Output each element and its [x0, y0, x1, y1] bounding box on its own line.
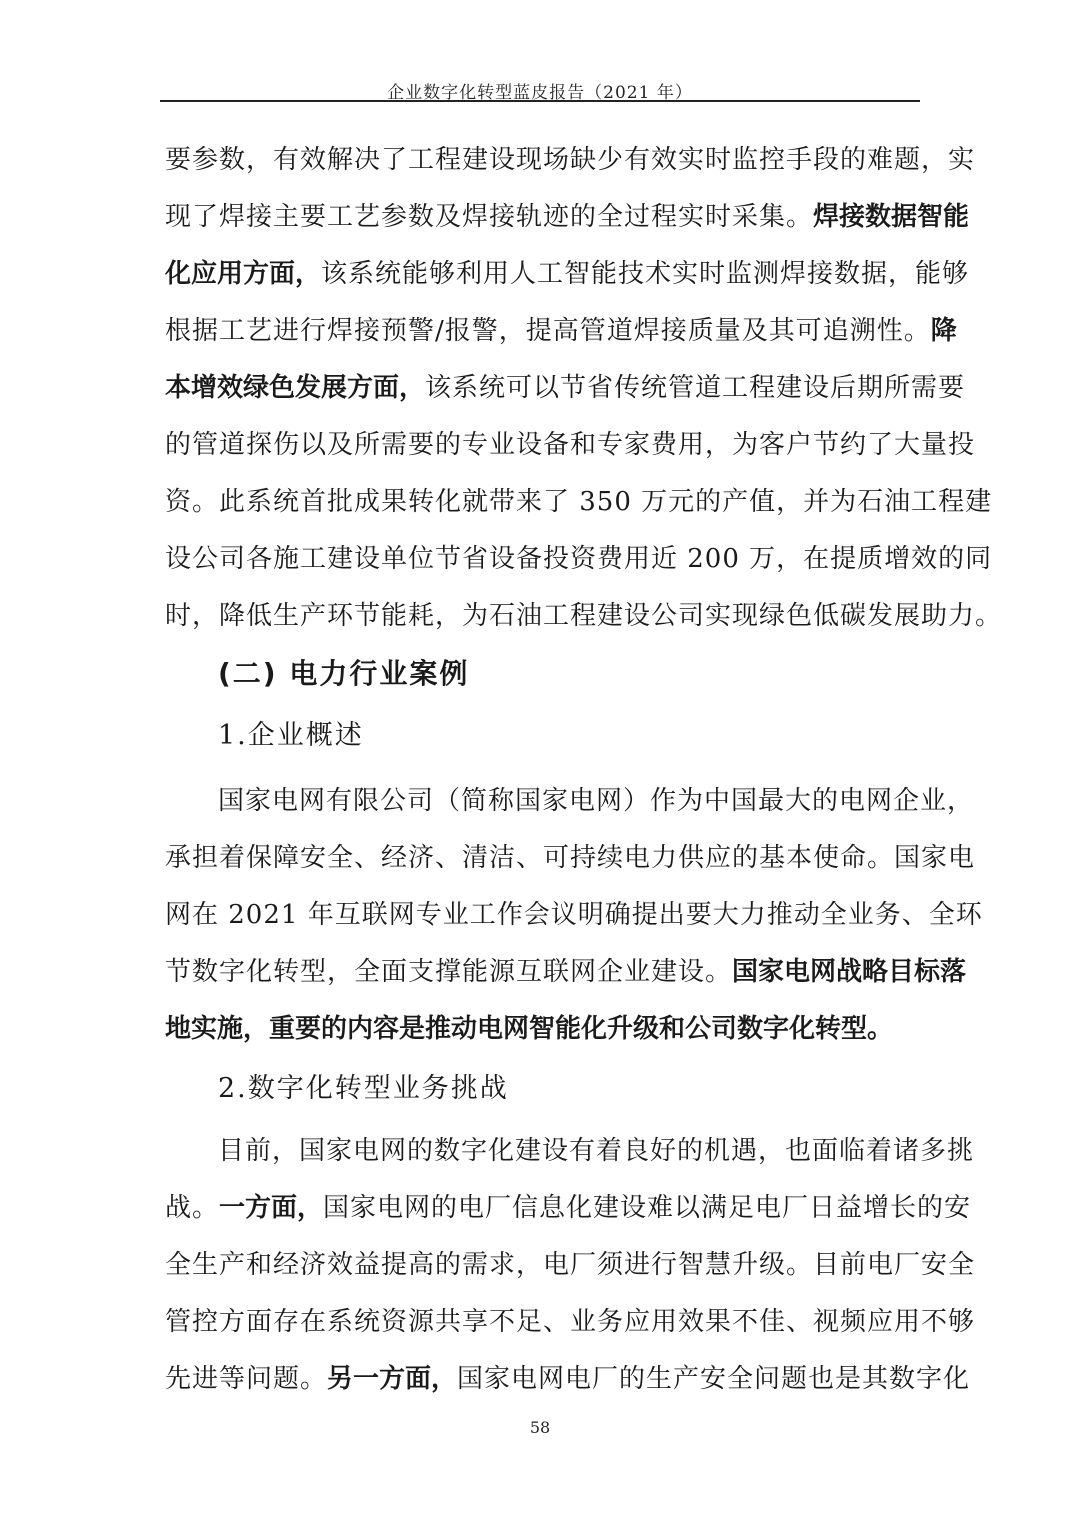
- page-number: 58: [529, 1418, 551, 1437]
- text-run: 全生产和经济效益提高的需求，电厂须进行智慧升级。目前电厂安全: [165, 1250, 976, 1280]
- paragraph-line: [165, 897, 983, 933]
- paragraph-line: [165, 541, 993, 577]
- bold-text-run: 国家电网战略目标落: [732, 957, 967, 987]
- paragraph-line: [165, 313, 957, 349]
- subsection-heading: 2.数字化转型业务挑战: [218, 1073, 509, 1104]
- text-run: 该系统能够利用人工智能技术实时监测焊接数据，能够: [321, 259, 970, 289]
- text-run: 节数字化转型，全面支撑能源互联网企业建设。: [165, 957, 733, 987]
- text-run: 国家电网有限公司（简称国家电网）作为中国最大的电网企业，: [218, 786, 975, 816]
- header-divider: [160, 100, 920, 102]
- subsection-heading: 1.企业概述: [218, 720, 364, 751]
- paragraph-line: [165, 1304, 976, 1340]
- bold-text-run: 焊接数据智能: [813, 202, 970, 232]
- paragraph-line: [165, 142, 976, 178]
- paragraph-line: [218, 783, 975, 819]
- paragraph-line: [165, 840, 976, 876]
- paragraph-line: [165, 484, 993, 520]
- paragraph-line: [218, 1133, 975, 1169]
- paragraph-line: [165, 1190, 972, 1226]
- text-run: 先进等问题。: [165, 1364, 328, 1394]
- text-run: 设公司各施工建设单位节省设备投资费用近 200 万，在提质增效的同: [165, 544, 993, 574]
- section-heading: (二) 电力行业案例: [218, 657, 470, 690]
- text-run: 战。: [165, 1193, 220, 1223]
- header-title: 企业数字化转型蓝皮报告（2021 年）: [387, 83, 693, 103]
- bold-text-run: 化应用方面，: [165, 259, 322, 289]
- bold-text-run: 降: [930, 316, 957, 346]
- paragraph-line: [165, 427, 976, 463]
- text-run: 根据工艺进行焊接预警/报警，提高管道焊接质量及其可追溯性。: [165, 316, 931, 346]
- text-run: 的管道探伤以及所需要的专业设备和专家费用，为客户节约了大量投: [165, 430, 976, 460]
- text-run: 承担着保障安全、经济、清洁、可持续电力供应的基本使命。国家电: [165, 843, 976, 873]
- paragraph-line: [165, 1247, 976, 1283]
- text-run: 管控方面存在系统资源共享不足、业务应用效果不佳、视频应用不够: [165, 1307, 976, 1337]
- bold-text-run: 本增效绿色发展方面，: [165, 373, 426, 403]
- bold-text-run: 另一方面，: [327, 1364, 458, 1394]
- text-run: 该系统可以节省传统管道工程建设后期所需要: [425, 373, 966, 403]
- text-run: 要参数，有效解决了工程建设现场缺少有效实时监控手段的难题，实: [165, 145, 976, 175]
- bold-text-run: 地实施，重要的内容是推动电网智能化升级和公司数字化转型。: [165, 1014, 894, 1044]
- text-run: 目前，国家电网的数字化建设有着良好的机遇，也面临着诸多挑: [218, 1136, 975, 1166]
- paragraph-line: [165, 256, 970, 292]
- text-run: 资。此系统首批成果转化就带来了 350 万元的产值，并为石油工程建: [165, 487, 993, 517]
- paragraph-line: [165, 199, 970, 235]
- text-run: 国家电网电厂的生产安全问题也是其数字化: [457, 1364, 971, 1394]
- paragraph-line: [165, 1361, 971, 1397]
- paragraph-line: [165, 1011, 917, 1047]
- paragraph-line: [165, 598, 1003, 634]
- bold-text-run: 一方面，: [219, 1193, 324, 1223]
- text-run: 国家电网的电厂信息化建设难以满足电厂日益增长的安: [323, 1193, 972, 1223]
- text-run: 时，降低生产环节能耗，为石油工程建设公司实现绿色低碳发展助力。: [165, 601, 1003, 631]
- paragraph-line: [165, 370, 966, 406]
- text-run: 网在 2021 年互联网专业工作会议明确提出要大力推动全业务、全环: [165, 900, 983, 930]
- text-run: 现了焊接主要工艺参数及焊接轨迹的全过程实时采集。: [165, 202, 814, 232]
- paragraph-line: [165, 954, 967, 990]
